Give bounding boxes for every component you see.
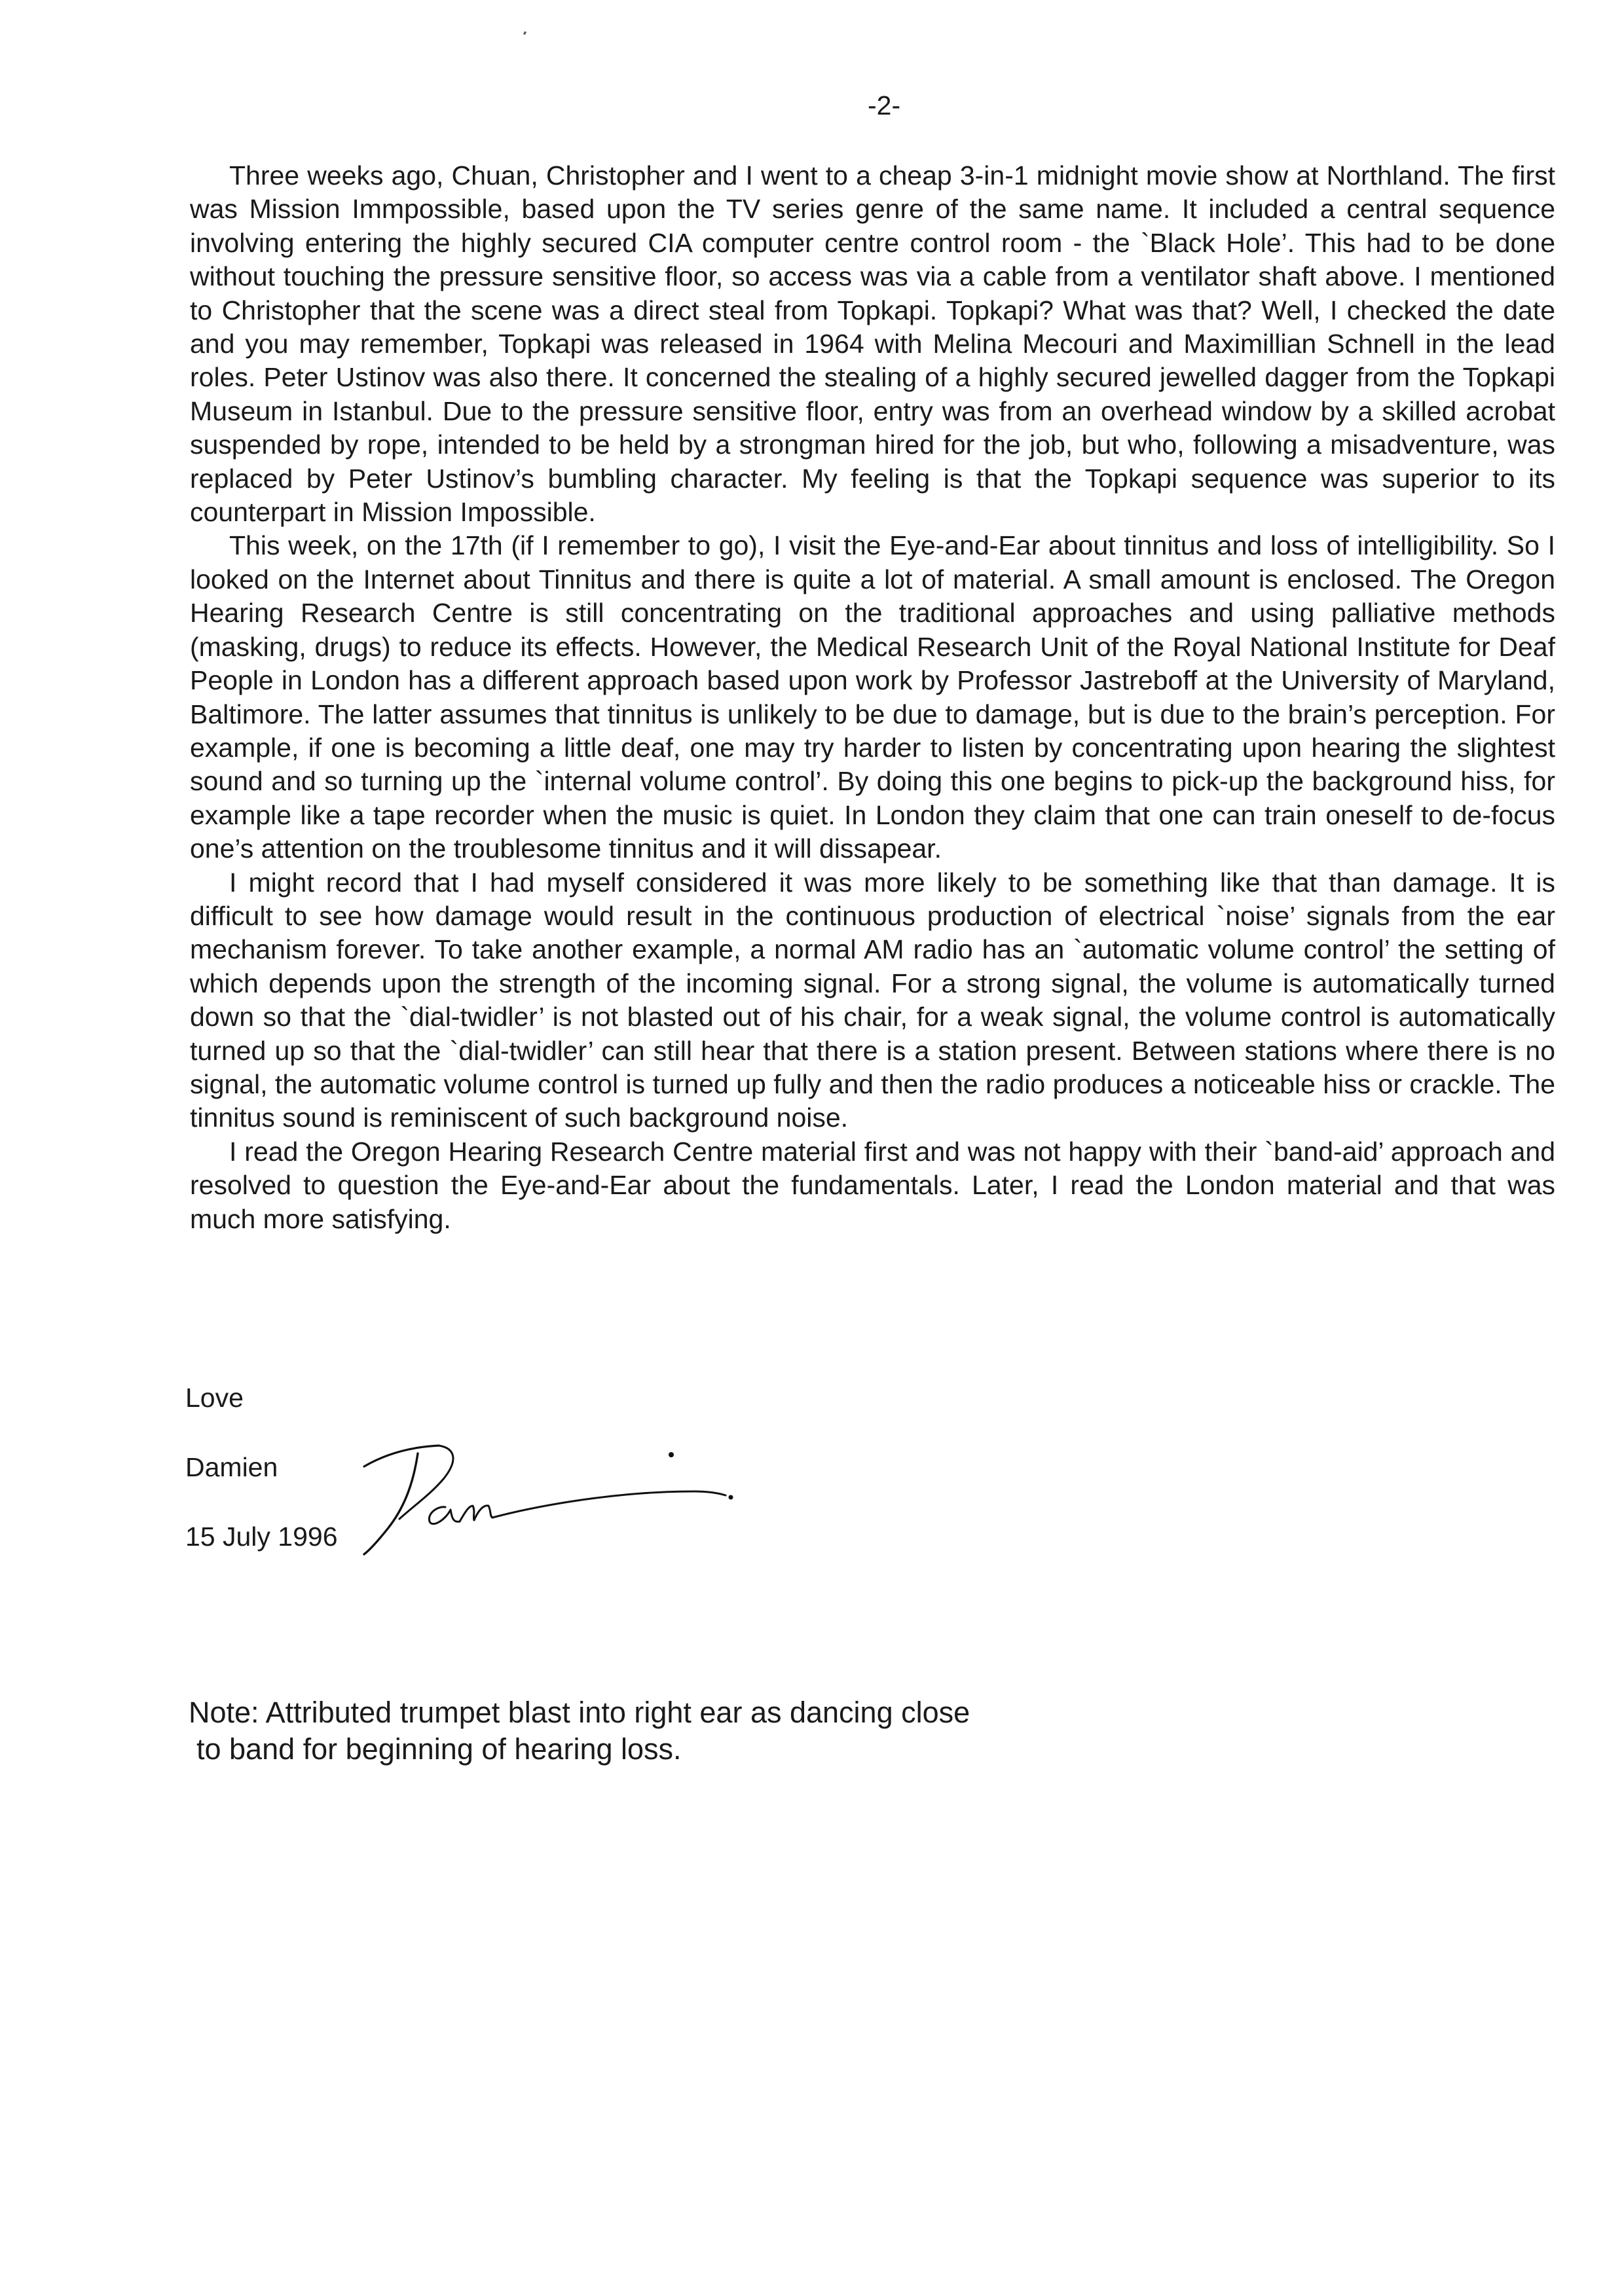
scan-speck [523, 31, 526, 35]
paragraph-tinnitus: This week, on the 17th (if I remember to go), I visit the Eye-and-Ear about tinnitus and loss of intelligibility. So I looked on the Internet about Tinnitus and there is quite a lot of material. A small amount is enclosed. The Oregon Hearing Research Centre is still concentrating on the traditional approaches and using palliative methods (masking, drugs) to reduce its effects. However, the Medical Research Unit of the Royal National Institute for Deaf People in London has a different approach based upon work by Professor Jastreboff at the University of Maryland, Baltimore. The latter assumes that tinnitus is unlikely to be due to damage, but is due to the brain’s perception. For example, if one is becoming a little deaf, one may try harder to listen by concentrating upon hearing the slightest sound and so turning up the `internal volume control’. By doing this one begins to pick-up the background hiss, for example like a tape recorder when the music is quiet. In London they claim that one can train oneself to de-focus one’s attention on the troublesome tinnitus and it will dissapear. [190, 530, 1555, 864]
footnote [189, 1694, 970, 1768]
paragraph-movies: Three weeks ago, Chuan, Christopher and I went to a cheap 3-in-1 midnight movie show at Northland. The first was Mission Immpossible, based upon the TV series genre of the same name. It included a central sequence involving entering the highly secured CIA computer centre control room - the `Black Hole’. This had to be done without touching the pressure sensitive floor, so access was via a cable from a ventilator shaft above. I mentioned to Christopher that the scene was a direct steal from Topkapi. Topkapi? What was that? Well, I checked the date and you may remember, Topkapi was released in 1964 with Melina Mecouri and Maximillian Schnell in the lead roles. Peter Ustinov was also there. It concerned the stealing of a highly secured jewelled dagger from the Topkapi Museum in Istanbul. Due to the pressure sensitive floor, entry was from an overhead window by a skilled acrobat suspended by rope, intended to be held by a strongman hired for the job, but who, following a misadventure, was replaced by Peter Ustinov’s bumbling character. My feeling is that the Topkapi sequence was superior to its counterpart in Mission Impossible. [190, 160, 1555, 528]
letter-date: 15 July 1996 [185, 1522, 338, 1552]
footnote-line-1: Note: Attributed trumpet blast into right ear as dancing close [189, 1696, 970, 1729]
letter-body [190, 159, 1555, 1236]
paragraph-radio-example: I might record that I had myself considered it was more likely to be something like that than damage. It is difficult to see how damage would result in the continuous production of electrical `noise’ signals from the ear mechanism forever. To take another example, a normal AM radio has an `automatic volume control’ the setting of which depends upon the strength of the incoming signal. For a strong signal, the volume is automatically turned down so that the `dial-twidler’ is not blasted out of his chair, for a weak signal, the volume control is automatically turned up so that the `dial-twidler’ can still hear that there is a station present. Between stations where there is no signal, the automatic volume control is turned up fully and then the radio produces a noticeable hiss or crackle. The tinnitus sound is reminiscent of such background noise. [190, 867, 1555, 1133]
footnote-line-2: to band for beginning of hearing loss. [196, 1732, 682, 1766]
closing-salutation: Love [185, 1383, 244, 1413]
page-number: -2- [868, 90, 901, 120]
signer-name: Damien [185, 1452, 278, 1482]
paragraph-conclusion: I read the Oregon Hearing Research Centre material first and was not happy with their `band-aid’ approach and resolved to question the Eye-and-Ear about the fundamentals. Later, I read the London material and that was much more satisfying. [190, 1136, 1555, 1234]
handwritten-signature [341, 1408, 773, 1571]
